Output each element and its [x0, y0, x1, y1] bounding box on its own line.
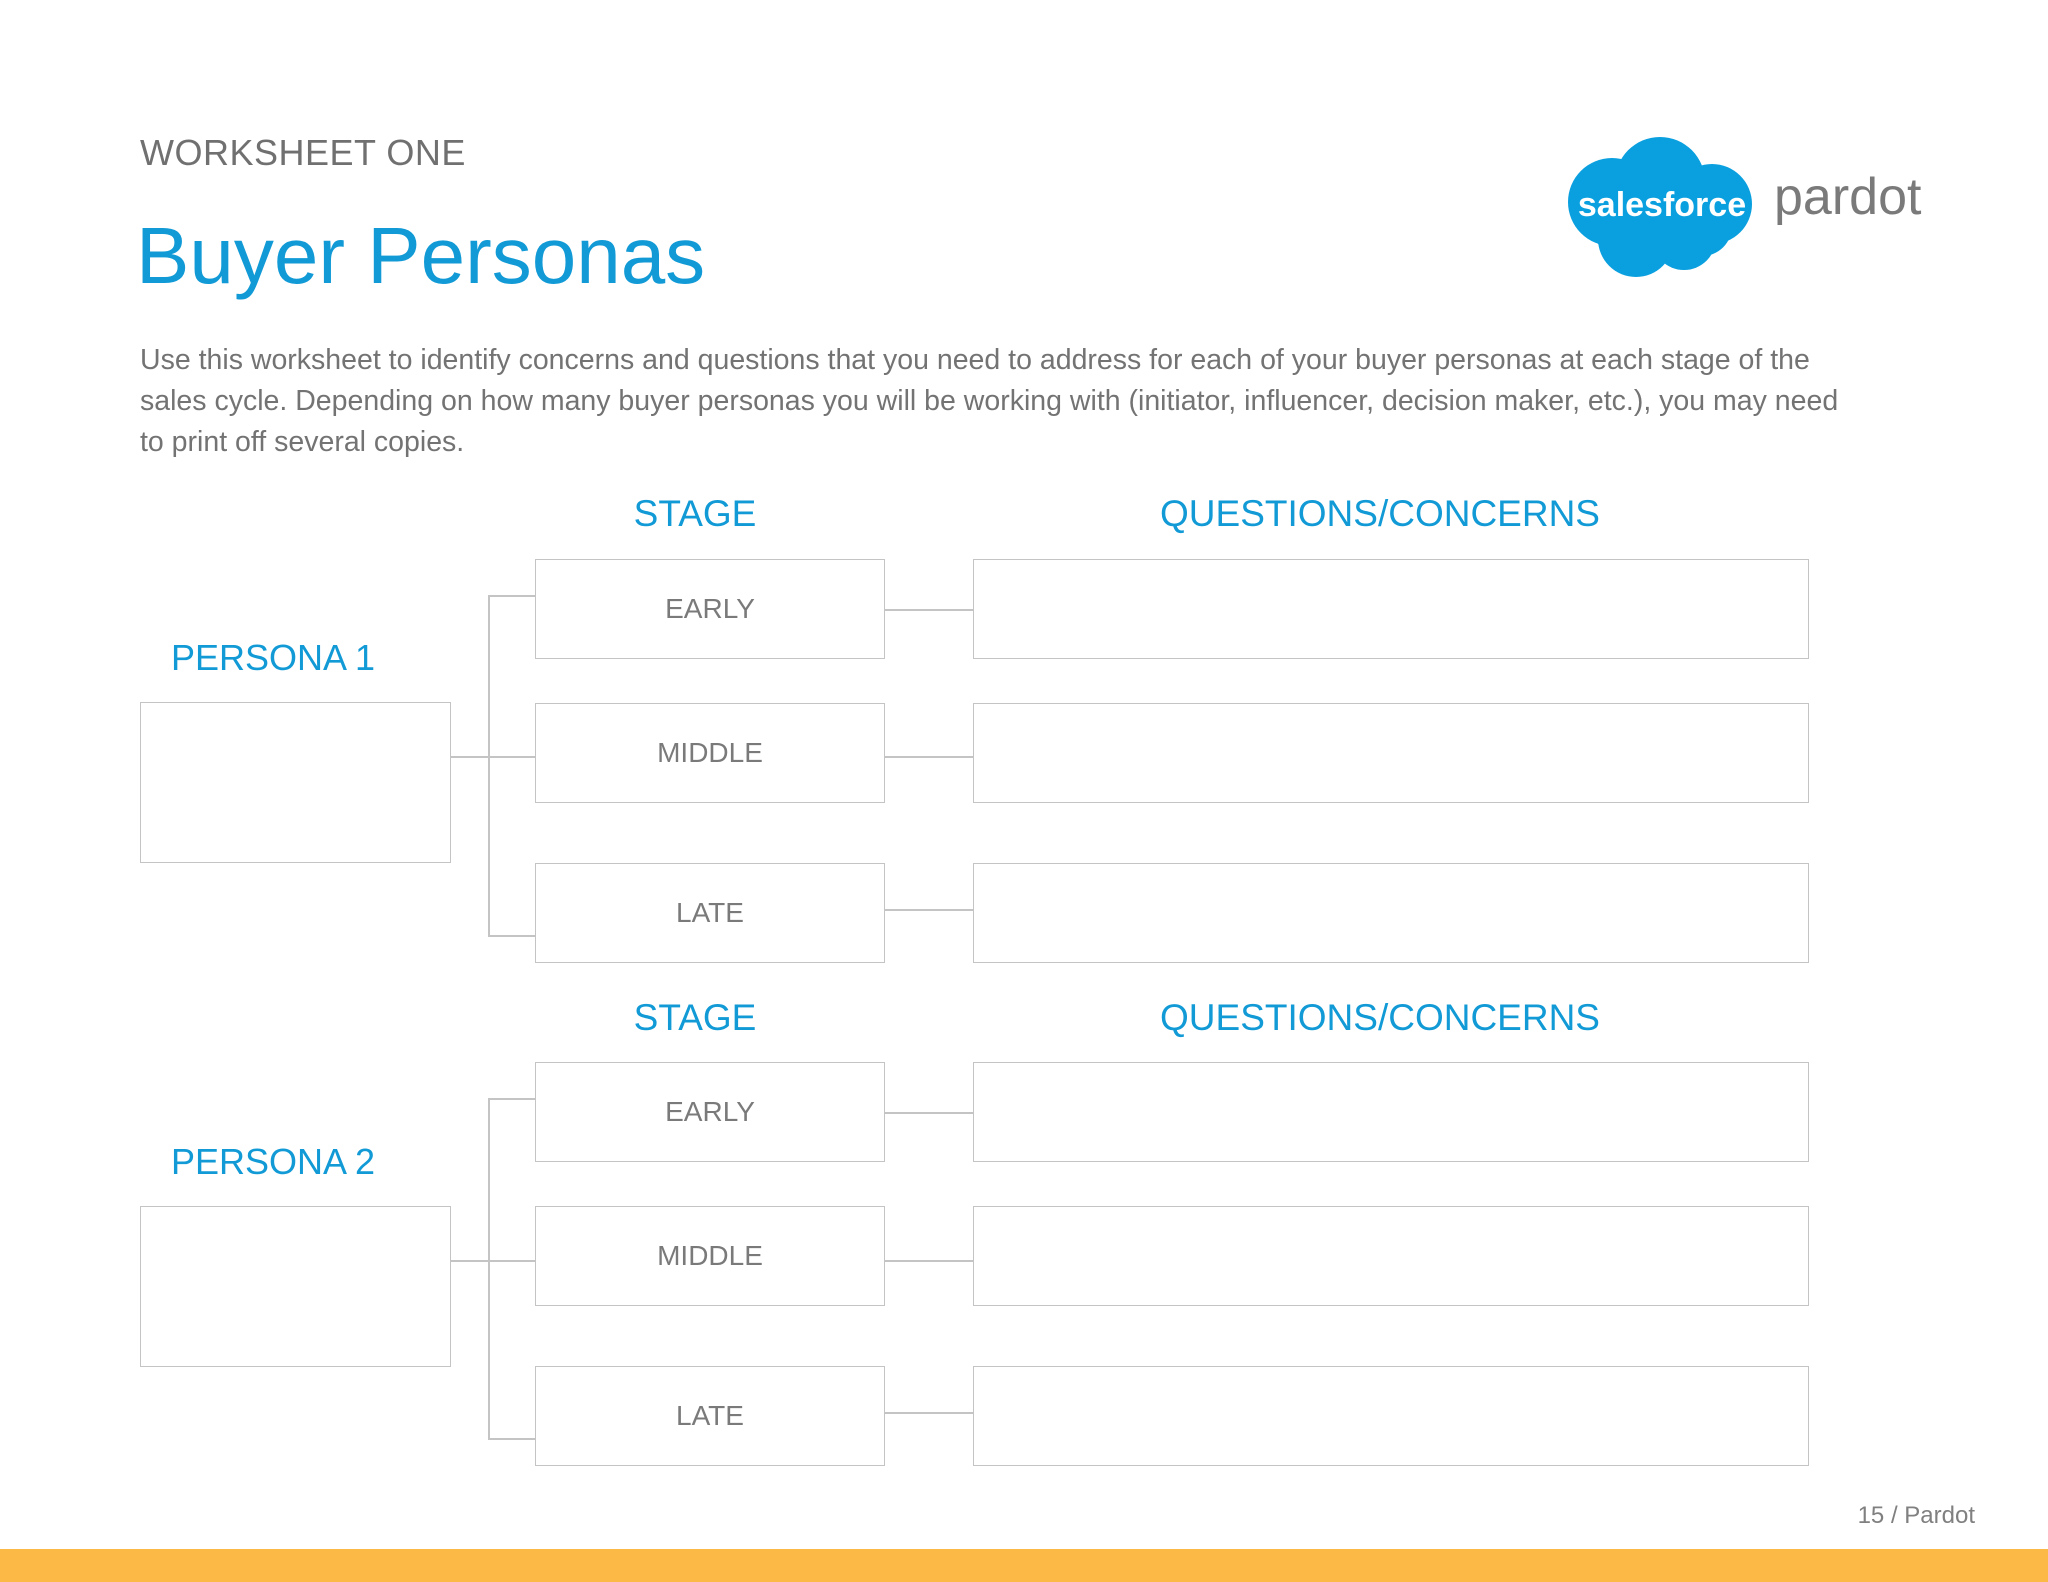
- stage-box-late-2: LATE: [535, 1366, 885, 1466]
- stage-box-middle-2: MIDDLE: [535, 1206, 885, 1306]
- questions-heading-1: QUESTIONS/CONCERNS: [1160, 493, 1600, 534]
- persona-input-box-2[interactable]: [140, 1206, 451, 1367]
- footer-bar: [0, 1549, 2048, 1582]
- stage-box-late-1: LATE: [535, 863, 885, 963]
- page-title: Buyer Personas: [136, 211, 706, 300]
- questions-input-middle-2[interactable]: [973, 1206, 1809, 1306]
- questions-heading-2: QUESTIONS/CONCERNS: [1160, 997, 1600, 1038]
- questions-input-early-1[interactable]: [973, 559, 1809, 659]
- connector-line: [885, 1112, 973, 1114]
- salesforce-pardot-logo: [1552, 134, 1932, 288]
- connector-line: [885, 909, 973, 911]
- page-number: 15 / Pardot: [1857, 1502, 1975, 1529]
- connector-line: [488, 935, 535, 937]
- connector-line: [885, 609, 973, 611]
- bracket-line: [488, 1098, 490, 1440]
- stage-heading-1: STAGE: [633, 493, 757, 534]
- bracket-line: [488, 595, 490, 936]
- persona-input-box-1[interactable]: [140, 702, 451, 863]
- logo-product-text: pardot: [1774, 168, 1922, 226]
- connector-line: [488, 1438, 535, 1440]
- connector-line: [885, 1412, 973, 1414]
- connector-line: [451, 1260, 535, 1262]
- persona-label-1: PERSONA 1: [171, 637, 376, 678]
- worksheet-eyebrow: WORKSHEET ONE: [140, 132, 466, 173]
- questions-input-late-1[interactable]: [973, 863, 1809, 963]
- questions-input-middle-1[interactable]: [973, 703, 1809, 803]
- logo-cloud-text: salesforce: [1577, 186, 1747, 224]
- connector-line: [451, 756, 535, 758]
- connector-line: [488, 1098, 535, 1100]
- connector-line: [488, 595, 535, 597]
- questions-input-late-2[interactable]: [973, 1366, 1809, 1466]
- connector-line: [885, 1260, 973, 1262]
- stage-box-early-1: EARLY: [535, 559, 885, 659]
- connector-line: [885, 756, 973, 758]
- persona-label-2: PERSONA 2: [171, 1141, 376, 1182]
- stage-box-middle-1: MIDDLE: [535, 703, 885, 803]
- stage-heading-2: STAGE: [633, 997, 757, 1038]
- stage-box-early-2: EARLY: [535, 1062, 885, 1162]
- intro-paragraph: Use this worksheet to identify concerns and questions that you need to address for each of your buyer personas at each stage of the sales cycle. Depending on how many buyer personas you will be working with (initiator, influencer, decision maker, etc.), you may need to print off several copies.: [140, 344, 1839, 458]
- questions-input-early-2[interactable]: [973, 1062, 1809, 1162]
